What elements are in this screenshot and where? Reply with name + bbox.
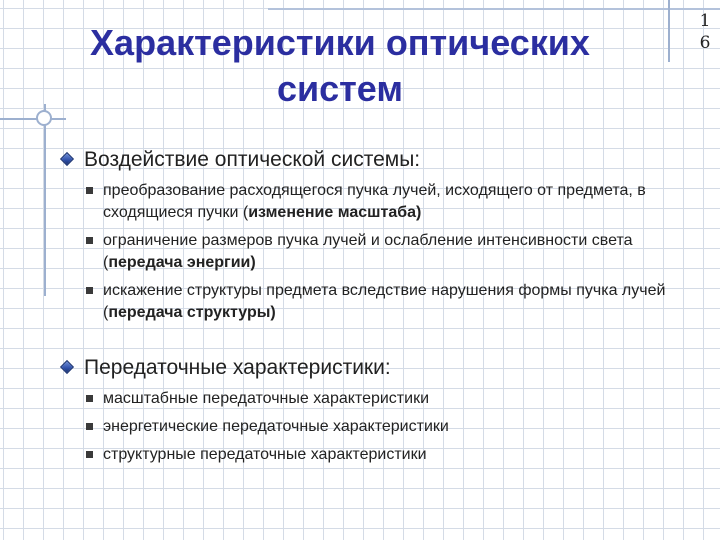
top-right-vertical-line [668, 0, 670, 62]
list-item-bold-text: изменение масштаба) [248, 204, 422, 221]
square-bullet-icon [86, 395, 93, 402]
list-item [86, 180, 698, 224]
list-item-text: энергетические передаточные характеристики [103, 418, 449, 435]
left-vertical-line [44, 104, 46, 296]
slide-content [58, 146, 698, 472]
slide-number [694, 10, 716, 54]
list-item [86, 444, 698, 466]
slide-title [40, 20, 640, 112]
list-item-bold-text: передача энергии) [108, 254, 256, 271]
section-items-list [58, 180, 698, 324]
slide-title-line-2: систем [277, 68, 403, 109]
list-item-plain-text: ограничение размеров пучка лучей и ослабление интенсивности света ( [103, 232, 633, 271]
list-item-plain-text: искажение структуры предмета вследствие нарушения формы пучка лучей ( [103, 282, 666, 321]
section-optical-system-effect [58, 146, 698, 324]
list-item-text [103, 280, 683, 324]
list-item-text: структурные передаточные характеристики [103, 446, 427, 463]
section-heading-text: Воздействие оптической системы: [84, 148, 421, 171]
section-heading [58, 146, 698, 174]
list-item-text [103, 230, 683, 274]
square-bullet-icon [86, 237, 93, 244]
section-transfer-characteristics [58, 354, 698, 466]
diamond-bullet-icon [60, 152, 74, 166]
section-items-list [58, 388, 698, 466]
list-item-text [103, 180, 683, 224]
slide-number-digit-1: 1 [699, 11, 711, 31]
diamond-bullet-icon [60, 360, 74, 374]
square-bullet-icon [86, 187, 93, 194]
list-item-text: масштабные передаточные характеристики [103, 390, 430, 407]
list-item [86, 230, 698, 274]
top-decorative-line [268, 8, 720, 10]
list-item-plain-text: преобразование расходящегося пучка лучей, исходящего от предмета, в сходящиеся пучки ( [103, 182, 646, 221]
slide-number-digit-2: 6 [699, 33, 711, 53]
square-bullet-icon [86, 287, 93, 294]
section-heading [58, 354, 698, 382]
list-item [86, 280, 698, 324]
square-bullet-icon [86, 423, 93, 430]
section-heading-text: Передаточные характеристики: [84, 356, 391, 379]
list-item [86, 416, 698, 438]
list-item-bold-text: передача структуры) [108, 304, 276, 321]
list-item [86, 388, 698, 410]
slide-title-line-1: Характеристики оптических [90, 22, 590, 63]
left-horizontal-line [0, 118, 66, 120]
square-bullet-icon [86, 451, 93, 458]
left-circle-ornament [36, 110, 52, 126]
